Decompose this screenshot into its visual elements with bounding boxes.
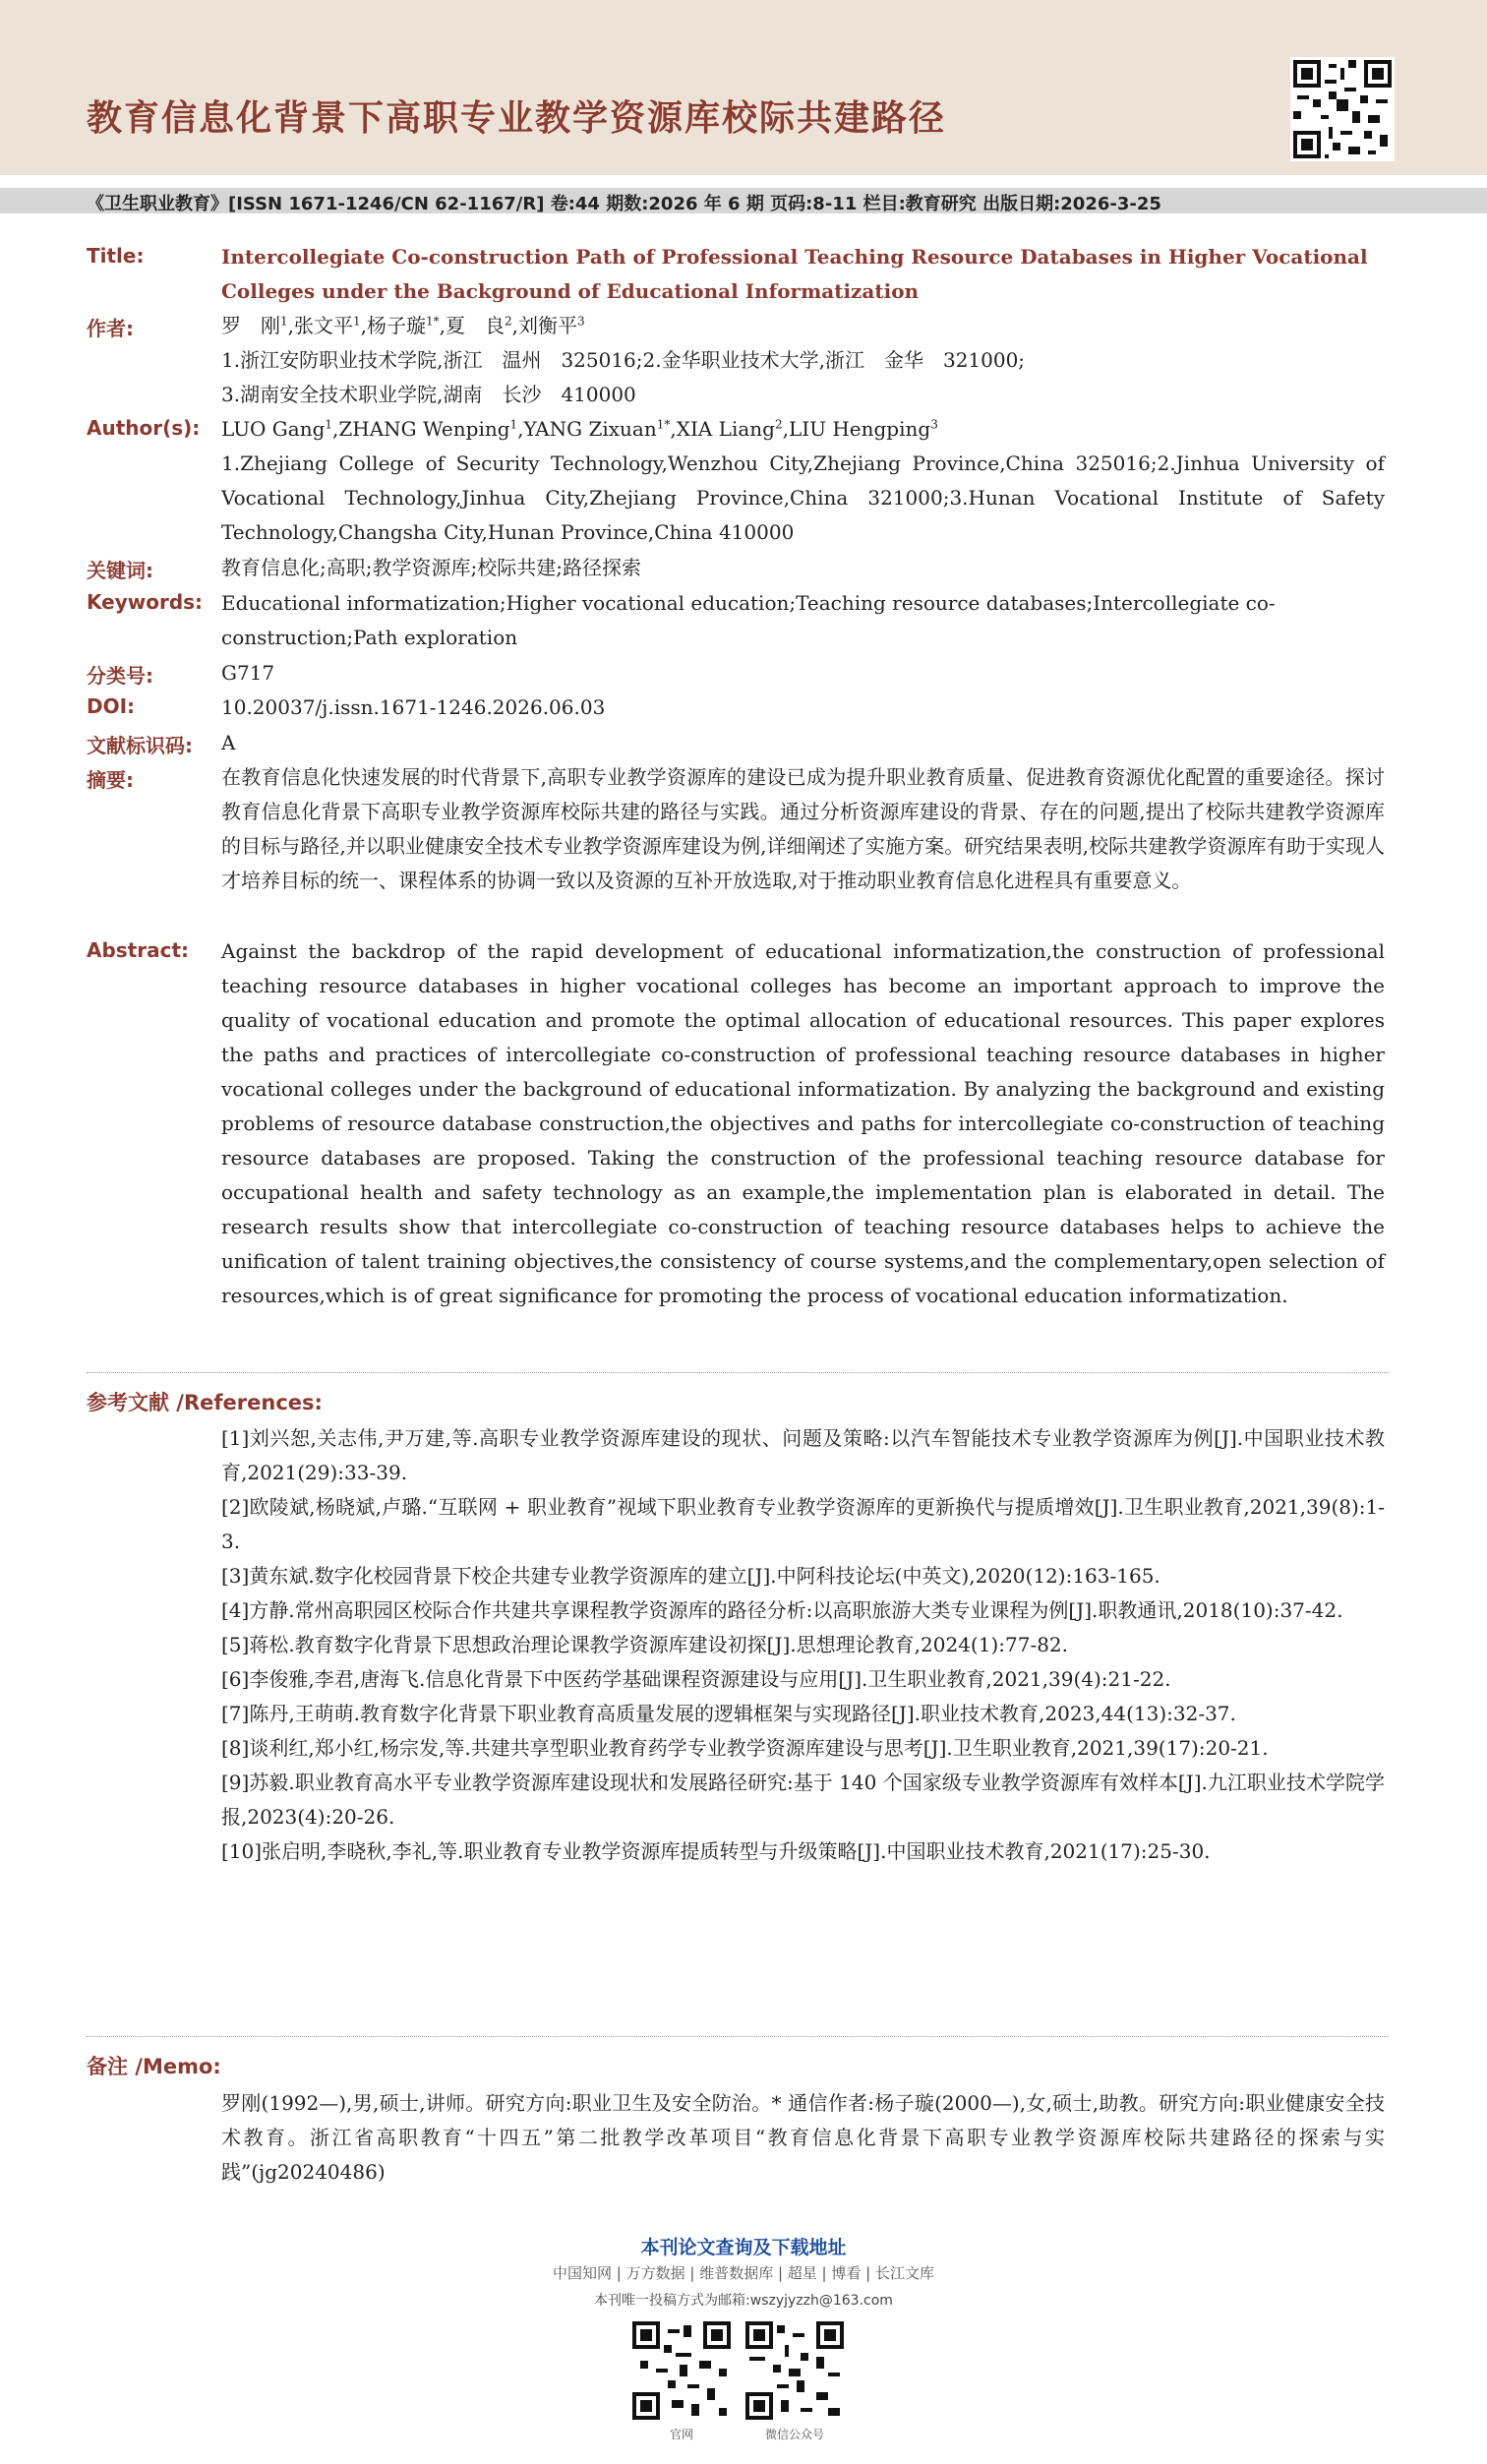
- keywords-cn-label: 关键词:: [87, 559, 153, 582]
- doc-code: A: [221, 731, 236, 754]
- authors-cn-label: 作者:: [87, 317, 134, 340]
- divider: [87, 1372, 1389, 1373]
- header-band: [0, 0, 1487, 175]
- doc-code-label: 文献标识码:: [87, 734, 193, 757]
- keywords-en-label: Keywords:: [87, 590, 204, 614]
- authors-en-label: Author(s):: [87, 416, 201, 440]
- affiliations-cn-line-2: 3.湖南安全技术职业学院,湖南 长沙 410000: [221, 383, 636, 406]
- qr-label-website: 官网: [669, 2428, 693, 2441]
- doi-value[interactable]: 10.20037/j.issn.1671-1246.2026.06.03: [221, 695, 606, 719]
- authors-cn: 罗 刚$^1$,张文平$^1$,杨子璇$^{1*}$,夏 良$^2$,刘衡平$^3$ 1.浙江安防职业技术学院,浙江 温州 325016;2.金华职业技术大学,浙江 金华 321000; 3.湖南安全技术职业学院,湖南 长沙 410000: [221, 309, 1385, 412]
- authors-en: LUO Gang$^1$,ZHANG Wenping$^1$,YANG Zixuan$^{1*}$,XIA Liang$^2$,LIU Hengping$^3$ 1.Zhejiang College of Security Technology,Wenzhou City,Zhejiang Province,China 325016;2.Jinhua University of Vocational Technology,Jinhua City,Zhejiang Province,China 321000;3.Hunan Vocational Institute of Safety Technology,Changsha City,Hunan Province,China 410000: [221, 412, 1385, 550]
- page-title: 教育信息化背景下高职专业教学资源库校际共建路径: [87, 98, 947, 139]
- title-label: Title:: [87, 244, 145, 268]
- references-title: 参考文献 /References:: [87, 1391, 323, 1414]
- memo-text: 罗刚(1992—),男,硕士,讲师。研究方向:职业卫生及安全防治。* 通信作者:杨子璇(2000—),女,硕士,助教。研究方向:职业健康安全技术教育。浙江省高职教育“十四五”第二批教学改革项目“教育信息化背景下高职专业教学资源库校际共建路径的探索与实践”(jg20240486): [221, 2091, 1385, 2184]
- reference-item: [8]谈利红,郑小红,杨宗发,等.共建共享型职业教育药学专业教学资源库建设与思考[J].卫生职业教育,2021,39(17):20-21.: [221, 1736, 1269, 1760]
- english-title: Intercollegiate Co-construction Path of Professional Teaching Resource Databases in Higher Vocational Colleges under the Background of Educational Informatization: [221, 245, 1368, 303]
- class-no: G717: [221, 661, 275, 685]
- reference-item: [10]张启明,李晓秋,李礼,等.职业教育专业教学资源库提质转型与升级策略[J].中国职业技术教育,2021(17):25-30.: [221, 1839, 1211, 1863]
- keywords-cn: 教育信息化;高职;教学资源库;校际共建;路径探索: [221, 556, 641, 579]
- journal-info-line: 《卫生职业教育》[ISSN 1671-1246/CN 62-1167/R] 卷:44 期数:2026 年 6 期 页码:8-11 栏目:教育研究 出版日期:2026-3-25: [87, 194, 1161, 214]
- class-no-label: 分类号:: [87, 664, 153, 688]
- qr-label-wechat: 微信公众号: [764, 2428, 824, 2441]
- reference-item: [2]欧陵斌,杨晓斌,卢璐.“互联网 + 职业教育”视域下职业教育专业教学资源库的更新换代与提质增效[J].卫生职业教育,2021,39(8):1-3.: [221, 1495, 1385, 1553]
- reference-item: [4]方静.常州高职园区校际合作共建共享课程教学资源库的路径分析:以高职旅游大类专业课程为例[J].职教通讯,2018(10):37-42.: [221, 1598, 1343, 1622]
- divider: [87, 2036, 1389, 2037]
- memo-title: 备注 /Memo:: [87, 2055, 221, 2078]
- qr-code-icon: [745, 2321, 844, 2420]
- abstract-en-label: Abstract:: [87, 938, 190, 962]
- submission-email: 本刊唯一投稿方式为邮箱:wszyjyzzh@163.com: [594, 2293, 893, 2309]
- abstract-cn-label: 摘要:: [87, 768, 134, 792]
- reference-item: [6]李俊雅,李君,唐海飞.信息化背景下中医药学基础课程资源建设与应用[J].卫生职业教育,2021,39(4):21-22.: [221, 1667, 1171, 1691]
- reference-list: [221, 1421, 1385, 1869]
- reference-item: [7]陈丹,王萌萌.教育数字化背景下职业教育高质量发展的逻辑框架与实现路径[J].职业技术教育,2023,44(13):32-37.: [221, 1702, 1236, 1725]
- database-list: 中国知网 | 万方数据 | 维普数据库 | 超星 | 博看 | 长江文库: [553, 2264, 934, 2282]
- doi-label: DOI:: [87, 694, 136, 718]
- reference-item: [9]苏毅.职业教育高水平专业教学资源库建设现状和发展路径研究:基于 140 个国家级专业教学资源库有效样本[J].九江职业技术学院学报,2023(4):20-26.: [221, 1771, 1385, 1829]
- reference-item: [3]黄东斌.数字化校园背景下校企共建专业教学资源库的建立[J].中阿科技论坛(中英文),2020(12):163-165.: [221, 1564, 1160, 1588]
- affiliations-cn-line-1: 1.浙江安防职业技术学院,浙江 温州 325016;2.金华职业技术大学,浙江 金华 321000;: [221, 348, 1026, 372]
- keywords-en: Educational informatization;Higher vocational education;Teaching resource databases;Intercollegiate co-construction;Path exploration: [221, 591, 1276, 649]
- reference-item: [1]刘兴恕,关志伟,尹万建,等.高职专业教学资源库建设的现状、问题及策略:以汽车智能技术专业教学资源库为例[J].中国职业技术教育,2021(29):33-39.: [221, 1426, 1385, 1484]
- qr-code-icon: [632, 2321, 731, 2420]
- qr-code-icon: [1290, 57, 1395, 161]
- reference-item: [5]蒋松.教育数字化背景下思想政治理论课教学资源库建设初探[J].思想理论教育,2024(1):77-82.: [221, 1633, 1069, 1656]
- affiliations-en: 1.Zhejiang College of Security Technology,Wenzhou City,Zhejiang Province,China 325016;2.Jinhua University of Vocational Technology,Jinhua City,Zhejiang Province,China 321000;3.Hunan Vocational Institute of Safety Technology,Changsha City,Hunan Province,China 410000: [221, 451, 1385, 544]
- footer-title: 本刊论文查询及下载地址: [640, 2237, 847, 2258]
- abstract-cn: 在教育信息化快速发展的时代背景下,高职专业教学资源库的建设已成为提升职业教育质量、促进教育资源优化配置的重要途径。探讨教育信息化背景下高职专业教学资源库校际共建的路径与实践。通过分析资源库建设的背景、存在的问题,提出了校际共建教学资源库的目标与路径,并以职业健康安全技术专业教学资源库建设为例,详细阐述了实施方案。研究结果表明,校际共建教学资源库有助于实现人才培养目标的统一、课程体系的协调一致以及资源的互补开放选取,对于推动职业教育信息化进程具有重要意义。: [221, 765, 1385, 892]
- abstract-en: Against the backdrop of the rapid development of educational informatization,the construction of professional teaching resource databases in higher vocational colleges has become an important approach to improve the quality of vocational education and promote the optimal allocation of educational resources. This paper explores the paths and practices of intercollegiate co-construction of professional teaching resource databases in higher vocational colleges under the background of educational informatization. By analyzing the background and existing problems of resource database construction,the objectives and paths for intercollegiate co-construction of teaching resource databases are proposed. Taking the construction of the professional teaching resource database for occupational health and safety technology as an example,the implementation plan is elaborated in detail. The research results show that intercollegiate co-construction of teaching resource databases helps to achieve the unification of talent training objectives,the consistency of course systems,and the complementary,open selection of resources,which is of great significance for promoting the process of vocational education informatization.: [221, 939, 1385, 1307]
